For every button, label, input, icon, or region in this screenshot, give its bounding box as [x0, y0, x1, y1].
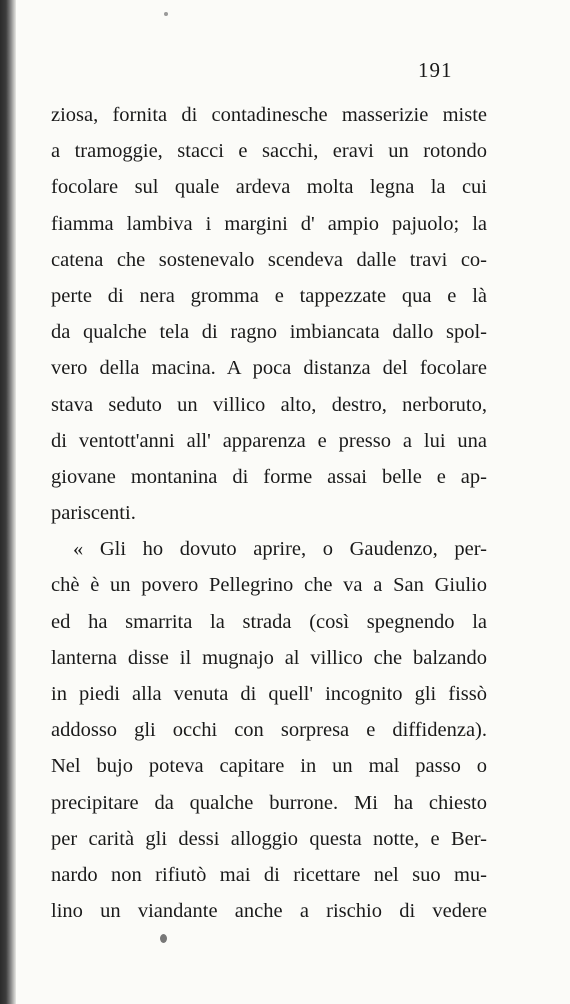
text-line: a tramoggie, stacci e sacchi, eravi un rotondo [51, 140, 487, 163]
text-line: precipitare da qualche burrone. Mi ha chiesto [51, 791, 487, 814]
text-line: chè è un povero Pellegrino che va a San Giulio [51, 574, 487, 597]
text-line: per carità gli dessi alloggio questa notte, e Ber- [51, 827, 487, 850]
ink-blot [160, 934, 167, 943]
text-line: di ventott'anni all' apparenza e presso a lui una [51, 429, 487, 452]
binding-shadow [0, 0, 16, 1004]
paragraph-end-line: pariscenti. [51, 502, 136, 525]
text-line: catena che sostenevalo scendeva dalle travi co- [51, 248, 487, 271]
text-line: perte di nera gromma e tappezzate qua e là [51, 284, 487, 307]
text-line: lanterna disse il mugnajo al villico che balzando [51, 646, 487, 669]
text-line: lino un viandante anche a rischio di vedere [51, 900, 487, 923]
text-line: in piedi alla venuta di quell' incognito gli fissò [51, 683, 487, 705]
paragraph-start-line: « Gli ho dovuto aprire, o Gaudenzo, per- [73, 538, 487, 561]
text-line: nardo non rifiutò mai di ricettare nel suo mu- [51, 863, 487, 886]
text-line: da qualche tela di ragno imbiancata dallo spol- [51, 321, 487, 344]
page-number: 191 [418, 58, 453, 82]
text-line: ed ha smarrita la strada (così spegnendo la [51, 610, 487, 633]
text-line: focolare sul quale ardeva molta legna la cui [51, 176, 487, 199]
text-line: Nel bujo poteva capitare in un mal passo o [51, 755, 487, 778]
text-line: addosso gli occhi con sorpresa e diffidenza). [51, 719, 487, 742]
text-line: stava seduto un villico alto, destro, nerboruto, [51, 393, 487, 416]
body-text [51, 97, 487, 929]
text-line: vero della macina. A poca distanza del focolare [51, 357, 487, 380]
paper-speck [164, 12, 168, 16]
text-line: giovane montanina di forme assai belle e ap- [51, 465, 487, 488]
text-line: fiamma lambiva i margini d' ampio pajuolo; la [51, 212, 487, 235]
text-line: ziosa, fornita di contadinesche masserizie miste [51, 104, 487, 126]
